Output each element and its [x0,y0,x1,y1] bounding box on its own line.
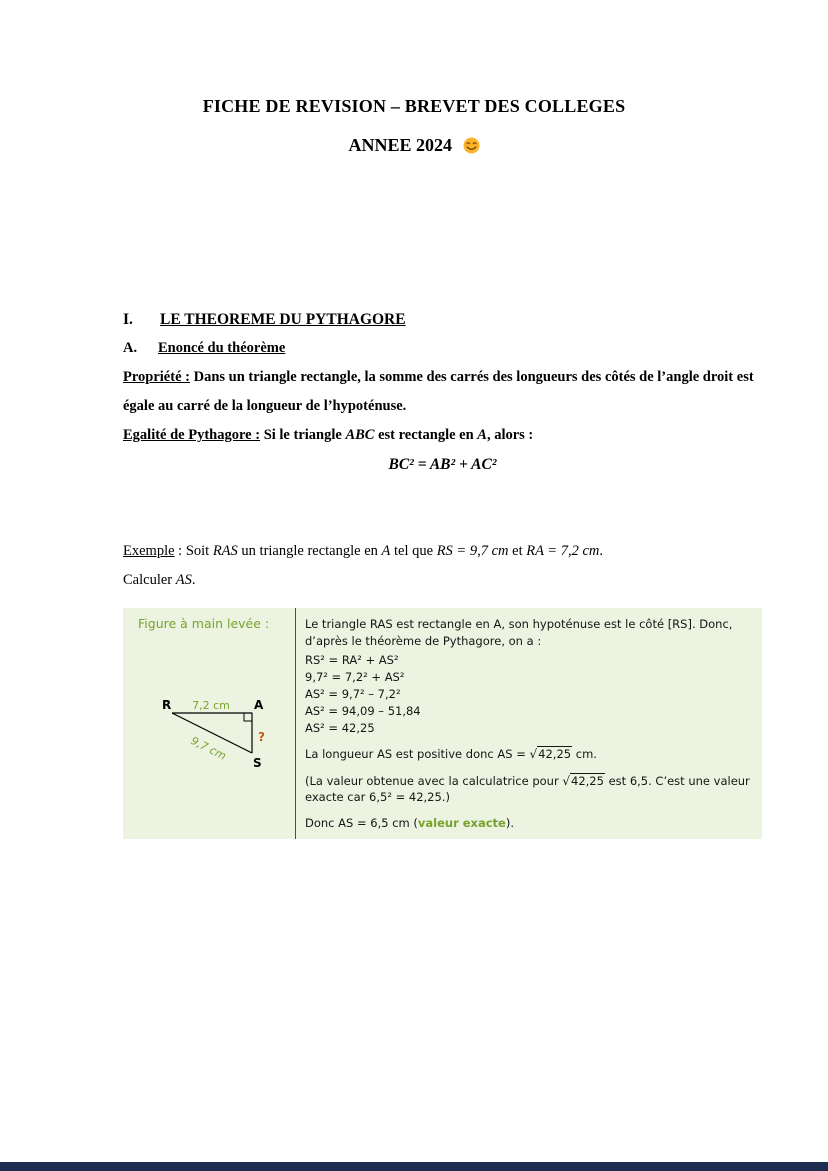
solution-box [123,608,762,839]
section-title: LE THEOREME DU PYTHAGORE [160,311,406,328]
triangle-figure [140,657,310,777]
egalite-paragraph [123,421,762,450]
exemple-math4: RA = 7,2 cm [526,543,600,559]
vertex-a-label: A [254,698,264,712]
calculer-seg1: Calculer [123,572,176,588]
sqrt-expression [530,746,573,761]
pythagore-formula: BC² = AB² + AC² [388,456,497,473]
positive-post: cm. [572,747,597,761]
egalite-seg2: est rectangle en [374,427,478,443]
calculer-line [123,566,762,595]
exemple-seg5: . [599,543,604,559]
exemple-math1: RAS [212,543,238,559]
exemple-label: Exemple [123,543,175,559]
egalite-seg1: Si le triangle [263,427,346,443]
solution-intro: Le triangle RAS est rectangle en A, son hypoténuse est le côté [RS]. Donc, d’après le théorème de Pythagore, on a : [305,617,733,648]
exemple-seg3: tel que [390,543,437,559]
blank-line [123,508,762,537]
side-as-unknown: ? [258,730,265,744]
document-subtitle [0,135,828,159]
exemple-seg1: : Soit [174,543,213,559]
note-pre: (La valeur obtenue avec la calculatrice pour [305,773,563,788]
radical-sign: √ [562,773,570,788]
exemple-seg2: un triangle rectangle en [237,543,382,559]
exemple-math2: A [381,543,391,559]
propriete-paragraph [123,363,762,421]
calculator-note [305,773,752,806]
subsection-letter: A. [123,340,138,356]
exemple-math3: RS = 9,7 cm [436,543,509,559]
radicand-value: 42,25 [571,773,604,788]
equation-line-5: AS² = 42,25 [305,721,375,735]
conclusion-pre: Donc AS = 6,5 cm ( [305,815,418,830]
positive-length-line [305,746,752,763]
side-ra-measure: 7,2 cm [192,699,230,712]
egalite-math1: ABC [345,427,375,443]
solution-column [296,608,762,839]
bottom-bar [0,1162,828,1171]
equation-line-1: RS² = RA² + AS² [305,653,399,667]
propriete-label: Propriété : [123,369,190,385]
document-body [0,305,828,839]
propriete-text: Dans un triangle rectangle, la somme des carrés des longueurs des côtés de l’angle droit est égale au carré de la longueur de l’hypoténuse. [123,369,754,414]
document-title: FICHE DE REVISION – BREVET DES COLLEGES [202,96,626,116]
subsection-title: Enoncé du théorème [158,340,286,356]
pythagore-formula-row [123,450,762,479]
conclusion-highlight: valeur exacte [417,815,506,830]
side-rs-measure: 9,7 cm [188,734,229,763]
vertex-r-label: R [162,698,172,712]
note-post: est 6,5. C’est une valeur exacte car 6,5² = 42,25.) [305,773,750,804]
figure-column [123,608,295,839]
conclusion-post: ). [505,815,514,830]
egalite-math2: A [477,427,487,443]
smiley-emoji-icon [463,137,480,159]
conclusion-line [305,815,752,832]
radicand-value: 42,25 [538,747,572,761]
radical-sign: √ [529,747,538,761]
exemple-seg4: et [508,543,527,559]
year-text: ANNEE 2024 [348,135,452,155]
calculer-seg2: . [191,572,196,588]
subsection-heading [123,334,762,363]
egalite-seg3: , alors : [486,427,534,443]
section-heading [123,305,762,334]
equation-line-4: AS² = 94,09 – 51,84 [305,704,421,718]
sqrt-expression [562,773,605,788]
calculer-math: AS [175,572,192,588]
figure-caption: Figure à main levée : [138,616,270,631]
equation-line-3: AS² = 9,7² – 7,2² [305,687,401,701]
equation-line-2: 9,7² = 7,2² + AS² [305,670,405,684]
vertex-s-label: S [253,756,262,770]
positive-pre: La longueur AS est positive donc AS = [305,747,530,761]
section-numeral: I. [123,311,133,328]
egalite-label: Egalité de Pythagore : [123,427,261,443]
exemple-paragraph [123,537,762,566]
